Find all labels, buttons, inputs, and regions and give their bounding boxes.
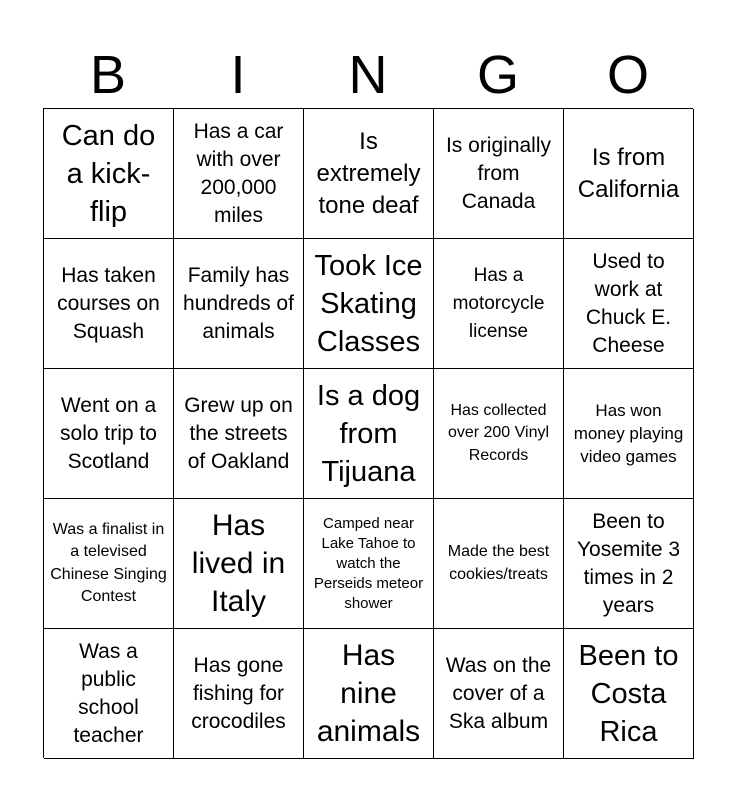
bingo-cell-r1c4[interactable] <box>434 109 564 239</box>
header-letter-n: N <box>348 45 388 105</box>
cell-text: Family has hundreds of animals <box>183 263 294 343</box>
cell-text: Can do a kick-flip <box>61 119 156 228</box>
bingo-cell-r2c4[interactable] <box>434 239 564 369</box>
cell-text: Has collected over 200 Vinyl Records <box>447 401 550 464</box>
cell-text: Took Ice Skating Classes <box>314 249 423 358</box>
cell-text: Was a finalist in a televised Chinese Singing Contest <box>50 520 167 605</box>
header-letter-g: G <box>476 45 519 105</box>
bingo-cell-r4c5[interactable] <box>564 499 694 629</box>
cell-text: Has taken courses on Squash <box>57 263 160 343</box>
cell-text: Has won money playing video games <box>573 401 684 466</box>
cell-text: Been to Costa Rica <box>578 639 679 748</box>
bingo-cell-r2c5[interactable] <box>564 239 694 369</box>
cell-text: Has lived in Italy <box>191 508 286 618</box>
header-letter-i: I <box>230 45 246 105</box>
bingo-grid <box>43 108 693 758</box>
cell-text: Been to Yosemite 3 times in 2 years <box>576 509 681 617</box>
cell-text: Is from California <box>577 143 680 203</box>
bingo-cell-r1c1[interactable] <box>44 109 174 239</box>
cell-text: Has nine animals <box>316 638 421 748</box>
cell-text: Is extremely tone deaf <box>316 127 421 219</box>
cell-text: Made the best cookies/treats <box>447 543 550 583</box>
cell-text: Used to work at Chuck E. Cheese <box>585 249 672 357</box>
bingo-cell-r2c1[interactable] <box>44 239 174 369</box>
cell-text: Was a public school teacher <box>73 639 144 747</box>
bingo-cell-r3c1[interactable] <box>44 369 174 499</box>
bingo-cell-r5c5[interactable] <box>564 629 694 759</box>
cell-text: Has a car with over 200,000 miles <box>193 119 284 227</box>
bingo-cell-r1c5[interactable] <box>564 109 694 239</box>
bingo-cell-r5c3[interactable] <box>304 629 434 759</box>
bingo-cell-r3c5[interactable] <box>564 369 694 499</box>
bingo-cell-r4c1[interactable] <box>44 499 174 629</box>
cell-text: Is a dog from Tijuana <box>316 379 421 488</box>
header-letter-o: O <box>606 45 649 105</box>
bingo-cell-r4c2[interactable] <box>174 499 304 629</box>
bingo-cell-r3c4[interactable] <box>434 369 564 499</box>
cell-text: Grew up on the streets of Oakland <box>184 393 293 473</box>
bingo-cell-r3c2[interactable] <box>174 369 304 499</box>
bingo-cell-r5c1[interactable] <box>44 629 174 759</box>
cell-text: Was on the cover of a Ska album <box>445 653 552 733</box>
bingo-cell-r1c3[interactable] <box>304 109 434 239</box>
cell-text: Is originally from Canada <box>445 133 552 213</box>
header-letter-b: B <box>89 45 127 105</box>
bingo-cell-r2c3[interactable] <box>304 239 434 369</box>
bingo-cell-r4c4[interactable] <box>434 499 564 629</box>
bingo-cell-r2c2[interactable] <box>174 239 304 369</box>
bingo-cell-r5c4[interactable] <box>434 629 564 759</box>
cell-text: Went on a solo trip to Scotland <box>60 393 157 473</box>
bingo-header <box>43 44 693 106</box>
cell-text: Has a motorcycle license <box>452 264 545 342</box>
bingo-cell-r4c3[interactable] <box>304 499 434 629</box>
cell-text: Has gone fishing for crocodiles <box>191 653 286 733</box>
bingo-cell-r1c2[interactable] <box>174 109 304 239</box>
bingo-cell-r5c2[interactable] <box>174 629 304 759</box>
bingo-cell-r3c3[interactable] <box>304 369 434 499</box>
cell-text: Camped near Lake Tahoe to watch the Perseids meteor shower <box>313 514 424 612</box>
